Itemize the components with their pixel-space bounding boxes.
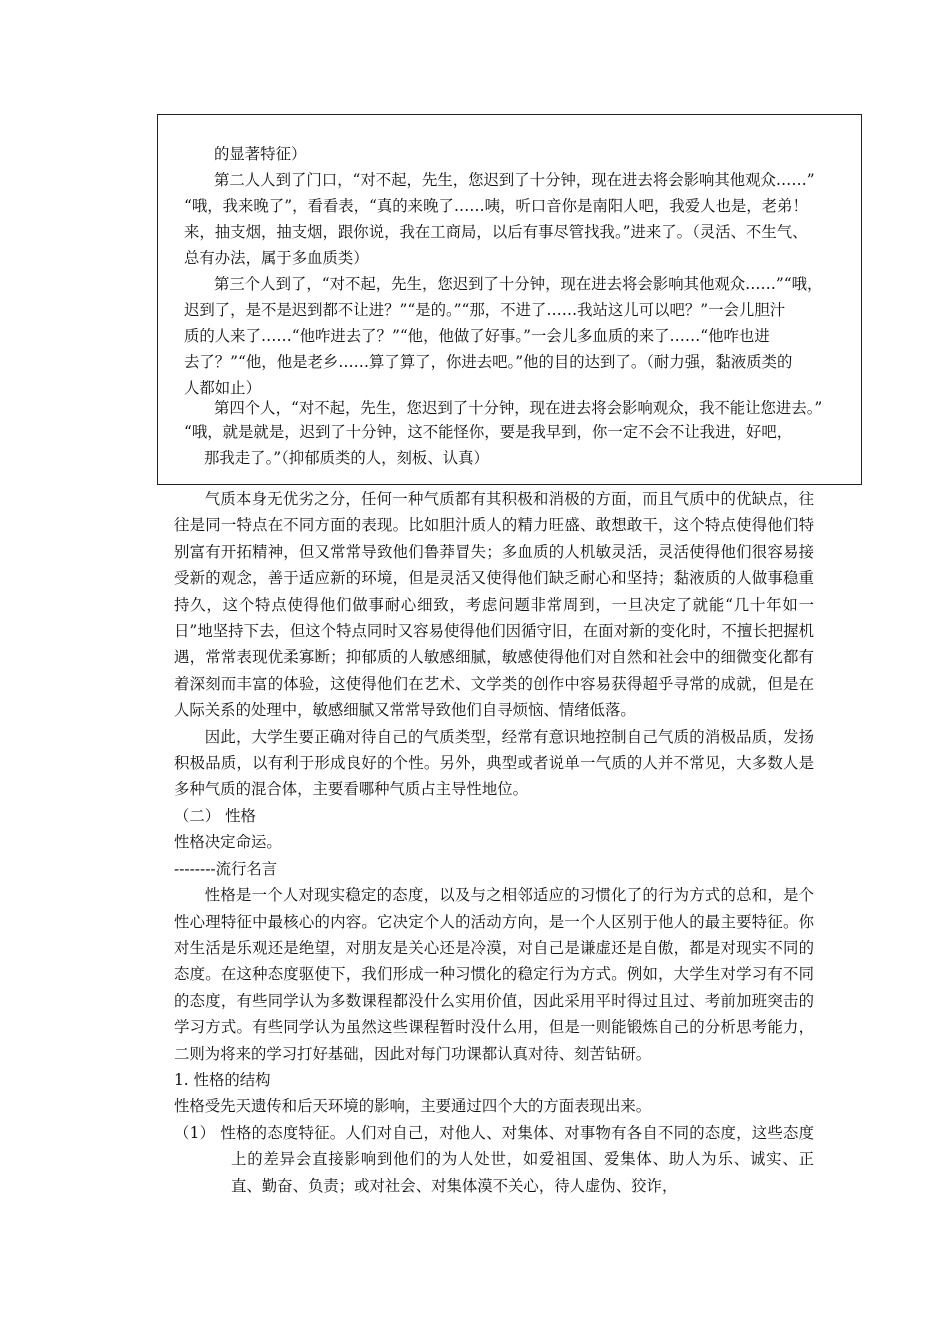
box-line: 第二人人到了门口，“对不起，先生，您迟到了十分钟，现在进去将会影响其他观众……” — [214, 171, 815, 189]
box-line: 去了？”“他，他是老乡……算了算了，你进去吧。”他的目的达到了。（耐力强，黏液质类的 — [184, 353, 793, 371]
example-story-box — [157, 114, 862, 485]
paragraph-temperament: 气质本身无优劣之分，任何一种气质都有其积极和消极的方面，而且气质中的优缺点，往往是同一特点在不同方面的表现。比如胆汁质人的精力旺盛、敢想敢干，这个特点使得他们特别富有开拓精神，但又常常导致他们鲁莽冒失；多血质的人机敏灵活，灵活使得他们很容易接受新的观念，善于适应新的环境，但是灵活又使得他们缺乏耐心和坚持；黏液质的人做事稳重持久，这个特点使得他们做事耐心细致，考虑问题非常周到，一旦决定了就能“几十年如一日”地坚持下去，但这个特点同时又容易使得他们因循守旧，在面对新的变化时，不擅长把握机遇，常常表现优柔寡断；抑郁质的人敏感细腻，敏感使得他们对自然和社会中的细微变化都有着深刻而丰富的体验，这使得他们在艺术、文学类的创作中容易获得超乎寻常的成就，但是在人际关系的处理中，敏感细腻又常常导致他们自寻烦恼、情绪低落。 — [174, 490, 814, 720]
box-line: 来，抽支烟，抽支烟，跟你说，我在工商局，以后有事尽管找我。”进来了。（灵活、不生气、 — [184, 223, 808, 241]
subsection-heading: 1. 性格的结构 — [174, 1070, 271, 1089]
motto-source: --------流行名言 — [174, 859, 278, 878]
box-line: 第三个人到了，“对不起，先生，您迟到了十分钟，现在进去将会影响其他观众……”“哦， — [214, 275, 823, 293]
body-text — [174, 486, 814, 1199]
box-line: 那我走了。”（抑郁质类的人，刻板、认真） — [204, 449, 489, 467]
box-line: 人都如止） — [184, 379, 261, 397]
section-heading: （二） 性格 — [174, 806, 256, 825]
paragraph-personality: 性格是一个人对现实稳定的态度，以及与之相邻适应的习惯化了的行为方式的总和，是个性心理特征中最核心的内容。它决定个人的活动方向，是一个人区别于他人的最主要特征。你对生活是乐观还是绝望，对朋友是关心还是冷漠，对自己是谦虚还是自傲，都是对现实不同的态度。在这种态度驱使下，我们形成一种习惯化的稳定行为方式。例如，大学生对学习有不同的态度，有些同学认为多数课程都没什么实用价值，因此采用平时得过且过、考前加班突击的学习方式。有些同学认为虽然这些课程暂时没什么用，但是一则能锻炼自己的分析思考能力，二则为将来的学习打好基础，因此对每门功课都认真对待、刻苦钻研。 — [174, 886, 814, 1063]
box-line: 第四个人，“对不起，先生，您迟到了十分钟，现在进去将会影响观众，我不能让您进去。” — [214, 399, 823, 417]
box-line: “哦，就是就是，迟到了十分钟，这不能怪你，要是我早到，你一定不会不让我进，好吧， — [184, 423, 793, 441]
list-item: （1） 性格的态度特征。人们对自己，对他人、对集体、对事物有各自不同的态度，这些态度上的差异会直接影响到他们的为人处世，如爱祖国、爱集体、助人为乐、诚实、正直、勤奋、负责；或对社会、对集体漠不关心，待人虚伪、狡诈， — [174, 1123, 814, 1195]
box-line: 的显著特征） — [214, 145, 307, 163]
box-line: 总有办法，属于多血质类） — [184, 249, 369, 267]
paragraph-structure-intro: 性格受先天遗传和后天环境的影响，主要通过四个大的方面表现出来。 — [174, 1097, 652, 1116]
box-line: 迟到了，是不是迟到都不让进？”“是的。”“那，不进了……我站这儿可以吧？”一会儿胆汁 — [184, 301, 786, 319]
paragraph-conclusion: 因此，大学生要正确对待自己的气质类型，经常有意识地控制自己气质的消极品质，发扬积极品质，以有利于形成良好的个性。另外，典型或者说单一气质的人并不常见，大多数人是多种气质的混合体，主要看哪种气质占主导性地位。 — [174, 727, 814, 799]
motto: 性格决定命运。 — [174, 833, 282, 852]
box-line: “哦，我来晚了”，看看表，“真的来晚了……咦，听口音你是南阳人吧，我爱人也是，老弟！ — [184, 197, 808, 215]
box-line: 质的人来了……“他咋进去了？”“他，他做了好事。”一会儿多血质的来了……“他咋也进 — [184, 327, 770, 345]
